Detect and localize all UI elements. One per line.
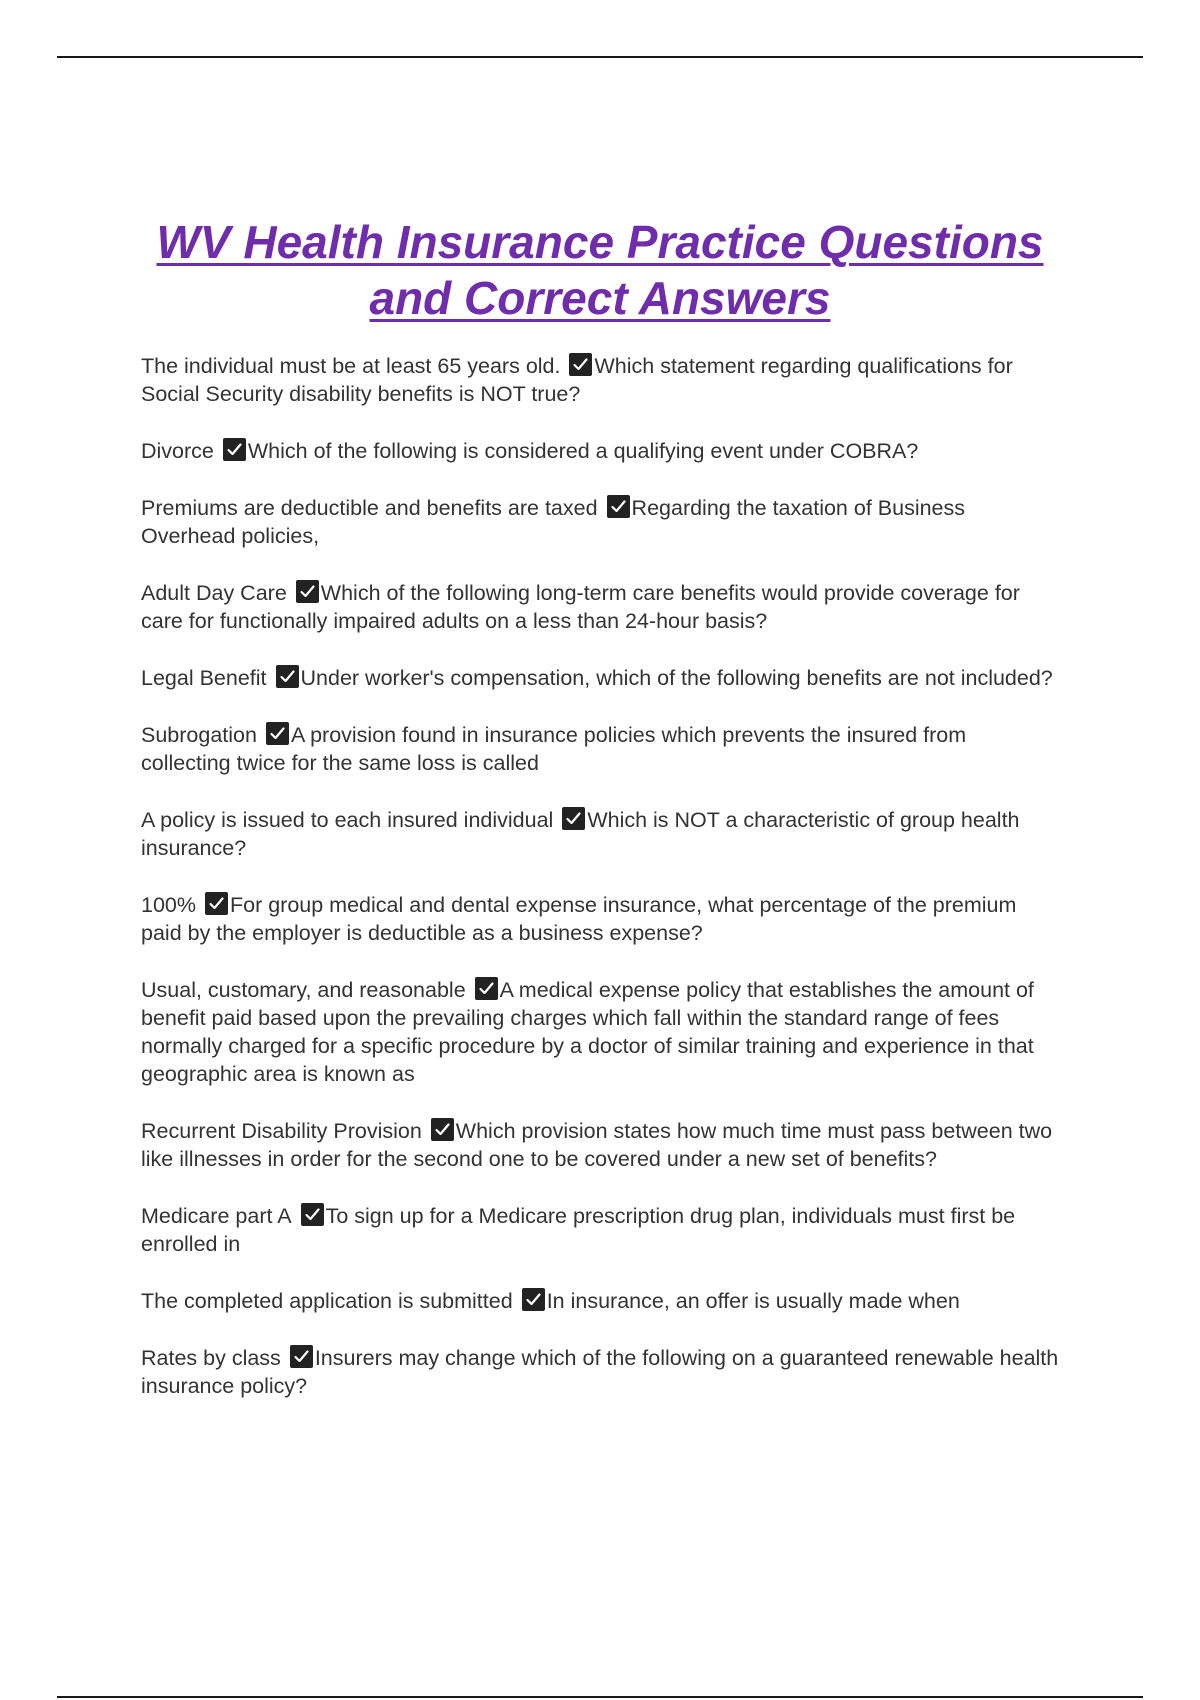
qa-item — [141, 1287, 1061, 1315]
document-title: WV Health Insurance Practice Questions and Correct Answers — [156, 216, 1044, 324]
question-text: To sign up for a Medicare prescription drug plan, individuals must first be enrolled in — [141, 1204, 1016, 1256]
qa-item — [141, 806, 1061, 862]
qa-item — [141, 437, 1061, 465]
top-rule — [57, 56, 1143, 58]
checkmark-box-icon — [296, 580, 319, 603]
question-text: Under worker's compensation, which of the following benefits are not included? — [300, 666, 1053, 690]
answer-text: Usual, customary, and reasonable — [141, 978, 466, 1002]
answer-text: Recurrent Disability Provision — [141, 1119, 422, 1143]
qa-item — [141, 579, 1061, 635]
checkmark-box-icon — [431, 1118, 454, 1141]
checkmark-box-icon — [205, 892, 228, 915]
question-text: A provision found in insurance policies which prevents the insured from collecting twice for the same loss is called — [141, 723, 967, 775]
qa-item — [141, 664, 1061, 692]
qa-item — [141, 494, 1061, 550]
answer-text: 100% — [141, 893, 196, 917]
answer-text: Premiums are deductible and benefits are taxed — [141, 496, 598, 520]
question-text: In insurance, an offer is usually made when — [546, 1289, 960, 1313]
answer-text: Legal Benefit — [141, 666, 267, 690]
question-text: Insurers may change which of the following on a guaranteed renewable health insurance policy? — [141, 1346, 1059, 1398]
answer-text: Medicare part A — [141, 1204, 292, 1228]
bottom-rule — [57, 1696, 1143, 1698]
answer-text: Divorce — [141, 439, 214, 463]
answer-text: A policy is issued to each insured individual — [141, 808, 554, 832]
question-text: Which provision states how much time must pass between two like illnesses in order for the second one to be covered under a new set of benefits? — [141, 1119, 1053, 1171]
checkmark-box-icon — [266, 722, 289, 745]
qa-list — [141, 352, 1061, 1429]
question-text: For group medical and dental expense insurance, what percentage of the premium paid by the employer is deductible as a business expense? — [141, 893, 1017, 945]
checkmark-box-icon — [569, 353, 592, 376]
checkmark-box-icon — [522, 1288, 545, 1311]
checkmark-box-icon — [223, 438, 246, 461]
question-text: Regarding the taxation of Business Overhead policies, — [141, 496, 966, 548]
answer-text: The completed application is submitted — [141, 1289, 513, 1313]
checkmark-box-icon — [290, 1345, 313, 1368]
answer-text: The individual must be at least 65 years old. — [141, 354, 561, 378]
checkmark-box-icon — [562, 807, 585, 830]
qa-item — [141, 721, 1061, 777]
question-text: Which is NOT a characteristic of group health insurance? — [141, 808, 1020, 860]
qa-item — [141, 891, 1061, 947]
qa-item — [141, 1117, 1061, 1173]
checkmark-box-icon — [276, 665, 299, 688]
qa-item — [141, 1344, 1061, 1400]
checkmark-box-icon — [475, 977, 498, 1000]
answer-text: Adult Day Care — [141, 581, 287, 605]
qa-item — [141, 976, 1061, 1088]
answer-text: Rates by class — [141, 1346, 281, 1370]
checkmark-box-icon — [607, 495, 630, 518]
qa-item — [141, 1202, 1061, 1258]
question-text: Which of the following long-term care benefits would provide coverage for care for functionally impaired adults on a less than 24-hour basis? — [141, 581, 1020, 633]
qa-item — [141, 352, 1061, 408]
question-text: A medical expense policy that establishes the amount of benefit paid based upon the prevailing charges which fall within the standard range of fees normally charged for a specific procedure by a doctor of similar training and experience in that geographic area is known as — [141, 978, 1034, 1086]
answer-text: Subrogation — [141, 723, 257, 747]
question-text: Which of the following is considered a qualifying event under COBRA? — [247, 439, 919, 463]
question-text: Which statement regarding qualifications for Social Security disability benefits is NOT true? — [141, 354, 1013, 406]
checkmark-box-icon — [301, 1203, 324, 1226]
